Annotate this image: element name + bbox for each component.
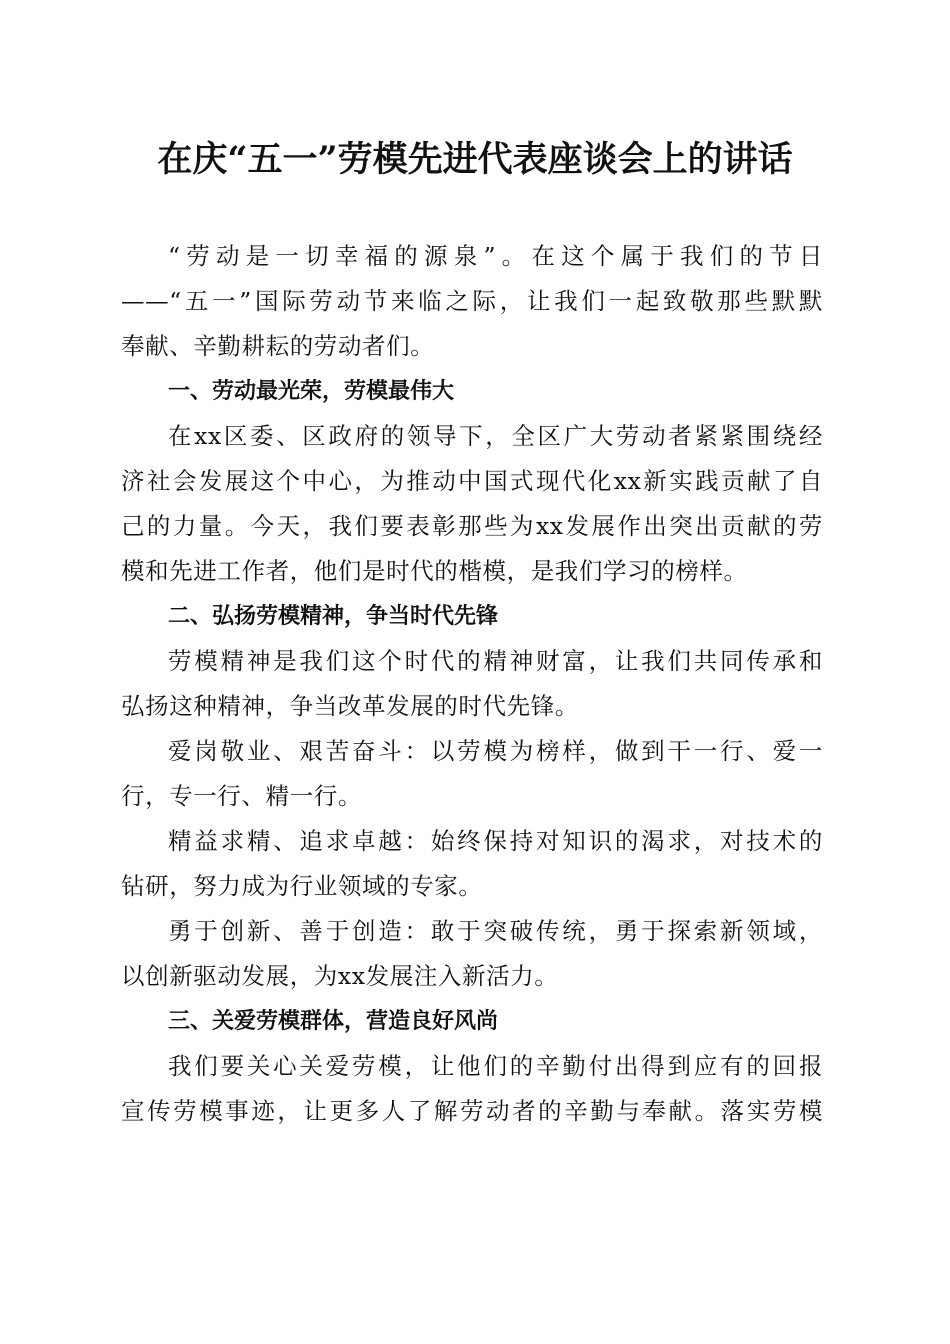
text-line: 劳模精神是我们这个时代的精神财富，让我们共同传承和 <box>168 647 823 675</box>
section-2-paragraph-4 <box>121 909 823 999</box>
text-line: 模和先进工作者，他们是时代的楷模，是我们学习的榜样。 <box>121 557 748 585</box>
section-3-paragraph-1 <box>121 1044 823 1134</box>
text-line: 钻研，努力成为行业领域的专家。 <box>121 872 483 900</box>
text-line: 爱岗敬业、艰苦奋斗：以劳模为榜样，做到干一行、爱一 <box>168 737 823 765</box>
text-line: 勇于创新、善于创造：敢于突破传统，勇于探索新领域， <box>168 917 823 945</box>
text-line: 行，专一行、精一行。 <box>121 782 362 810</box>
text-line: ——“五一”国际劳动节来临之际，让我们一起致敬那些默默 <box>121 287 823 315</box>
text-line: 在xx区委、区政府的领导下，全区广大劳动者紧紧围绕经 <box>168 422 823 450</box>
text-line: “劳动是一切幸福的源泉”。在这个属于我们的节日 <box>168 242 823 270</box>
intro-paragraph <box>121 234 823 369</box>
text-line: 济社会发展这个中心，为推动中国式现代化xx新实践贡献了自 <box>121 467 823 495</box>
section-heading-3: 三、关爱劳模群体，营造良好风尚 <box>168 1009 499 1034</box>
text-line: 奉献、辛勤耕耘的劳动者们。 <box>121 332 435 360</box>
text-line: 精益求精、追求卓越：始终保持对知识的渴求，对技术的 <box>168 827 823 855</box>
text-line: 己的力量。今天，我们要表彰那些为xx发展作出突出贡献的劳 <box>121 512 823 540</box>
text-line: 以创新驱动发展，为xx发展注入新活力。 <box>121 962 559 990</box>
text-line: 我们要关心关爱劳模，让他们的辛勤付出得到应有的回报 <box>168 1052 823 1080</box>
section-heading-1: 一、劳动最光荣，劳模最伟大 <box>168 379 455 404</box>
text-line: 宣传劳模事迹，让更多人了解劳动者的辛勤与奉献。落实劳模 <box>121 1097 823 1125</box>
section-2-paragraph-2 <box>121 729 823 819</box>
document-body <box>121 234 823 1134</box>
section-2-paragraph-3 <box>121 819 823 909</box>
section-heading-2: 二、弘扬劳模精神，争当时代先锋 <box>168 604 499 629</box>
section-1-paragraph-1 <box>121 414 823 594</box>
document-title: 在庆“五一”劳模先进代表座谈会上的讲话 <box>157 139 793 180</box>
section-2-paragraph-1 <box>121 639 823 729</box>
text-line: 弘扬这种精神，争当改革发展的时代先锋。 <box>121 692 579 720</box>
